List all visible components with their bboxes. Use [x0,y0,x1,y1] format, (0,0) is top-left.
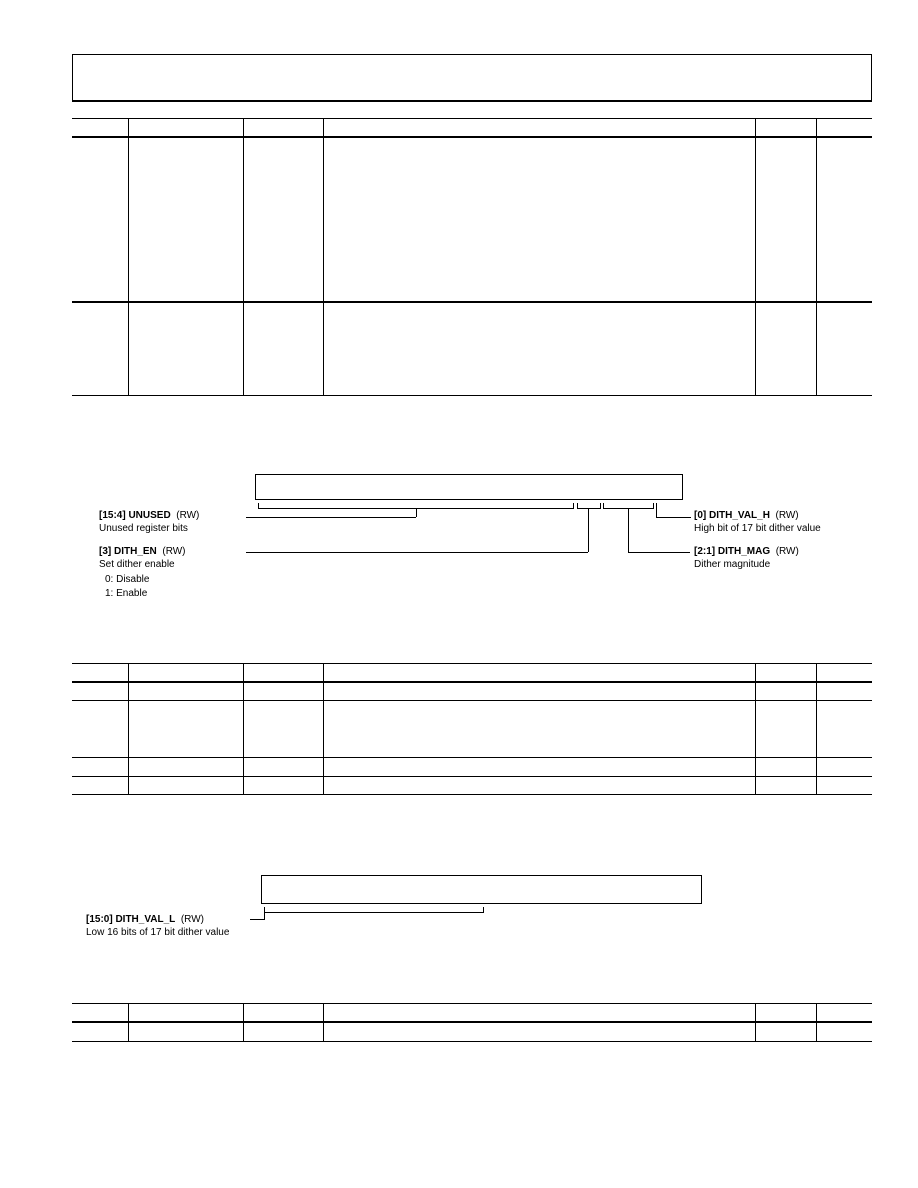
field-dith-val-h-name: [0] DITH_VAL_H (RW) [694,510,799,521]
field-dith-mag-desc: Dither magnitude [694,559,771,570]
field-dith-en-opt0: 0: Disable [105,574,150,585]
field-unused-name: [15:4] UNUSED (RW) [99,510,200,521]
field-unused-desc: Unused register bits [99,523,188,534]
field-dith-val-l-desc: Low 16 bits of 17 bit dither value [86,927,230,938]
field-dith-val-l-name: [15:0] DITH_VAL_L (RW) [86,914,204,925]
field-dith-en-desc: Set dither enable [99,559,175,570]
field-dith-en-opt1: 1: Enable [105,588,148,599]
page-header-box [72,54,872,102]
field-dith-en-name: [3] DITH_EN (RW) [99,546,186,557]
field-dith-val-h-desc: High bit of 17 bit dither value [694,523,821,534]
field-dith-mag-name: [2:1] DITH_MAG (RW) [694,546,799,557]
